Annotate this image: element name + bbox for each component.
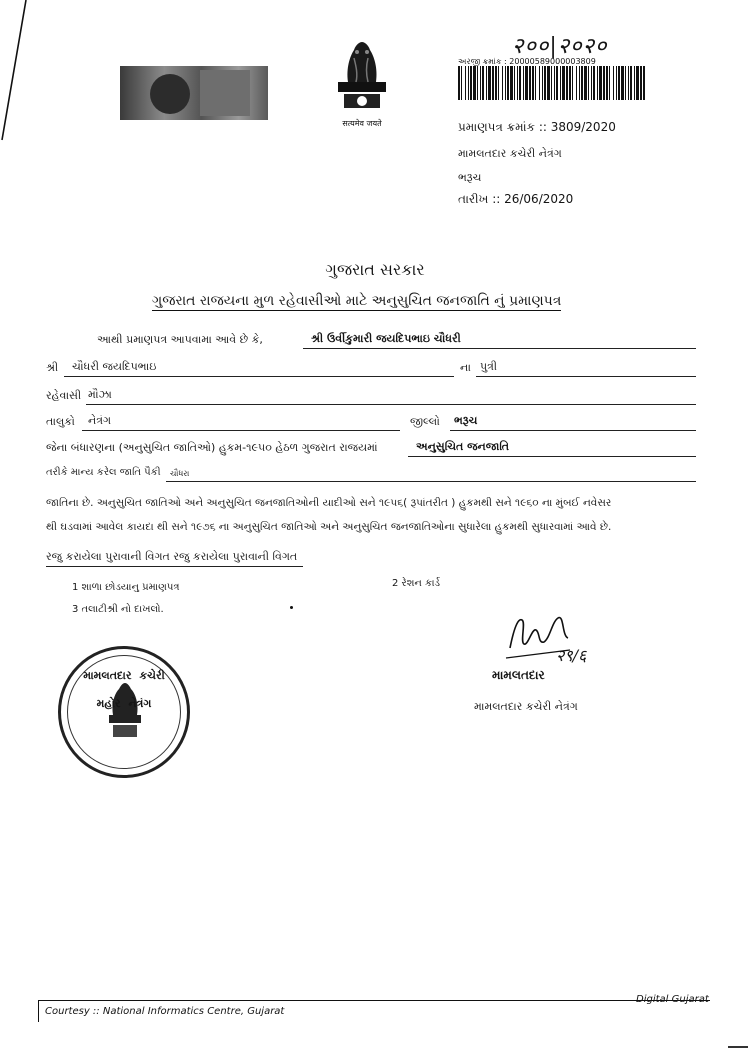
footer-bar: [38, 1000, 710, 1022]
footer-courtesy: Courtesy :: National Informatics Centre, Gujarat: [45, 1006, 285, 1017]
residence-value: મૌઝા: [88, 388, 112, 401]
taluka-value: નેત્રંગ: [88, 414, 111, 427]
father-name-field: [64, 358, 454, 377]
order-value: અનુસુચિત જનજાતિ: [416, 440, 510, 453]
handwritten-reference: २००|२०२०: [512, 34, 608, 59]
body-line-1: જાતિના છે. અનુસુચિત જાતિઓ અને અનુસુચિત જનજાતિઓની યાદીઓ સને ૧૯૫૬( રૂપાંતરીત ) હુકમથી સને ૧૯૬૦ ના મુંબઈ નવેસર: [46, 497, 612, 509]
applicant-photo: [120, 66, 268, 120]
district-value: ભરૂચ: [454, 414, 478, 427]
applicant-name-field: [303, 330, 696, 349]
signatory-office: મામલતદાર કચેરી નેત્રંગ: [474, 700, 578, 713]
scan-edge-line: [0, 0, 30, 150]
district-label: જીલ્લો: [410, 415, 440, 428]
caste-field: [166, 463, 696, 482]
intro-label: આથી પ્રમાણપત્ર આપવામા આવે છે કે,: [97, 333, 263, 346]
footer-brand: Digital Gujarat: [636, 994, 709, 1005]
order-label: જેના બંધારણના (અનુસુચિત જાતિઓ) હુકમ-૧૯૫૦ હેઠળ ગુજરાત રાજયમાં: [46, 441, 378, 454]
handwritten-signature: [500, 608, 610, 668]
national-emblem-icon: [334, 38, 390, 118]
barcode-icon: [458, 66, 646, 100]
caste-value: ચૌધરા: [170, 469, 190, 478]
taluka-field: [82, 412, 400, 431]
certificate-title: ગુજરાત રાજયના મુળ રહેવાસીઓ માટે અનુસુચિત જનજાતિ નું પ્રમાણપત્ર: [152, 293, 562, 309]
body-line-2: થી ઘડવામાં આવેલ કાયદા થી સને ૧૯૭૬ ના અનુસુચિત જાતિઓ અને અનુસુચિત જનજાતિઓના સુધારેલા હુકમથી સુધારવામાં આવે છે.: [46, 521, 612, 533]
issue-date: તારીખ :: 26/06/2020: [458, 192, 574, 206]
documents-heading: રજુ કરાયેલા પુરાવાની વિગત રજુ કરાયેલા પુરાવાની વિગત: [46, 550, 303, 567]
order-field: [408, 438, 696, 457]
scan-mark: [728, 1046, 748, 1048]
certificate-number: પ્રમાણપત્ર ક્રમાંક :: 3809/2020: [458, 120, 616, 134]
barcode-label: અરજી ક્રમાંક : 20000589000003809: [458, 57, 596, 66]
emblem-motto: सत्यमेव जयते: [342, 119, 382, 128]
document-item: 3 તલાટીશ્રી નો દાખલો.: [72, 604, 164, 615]
document-item: 2 રેશન કાર્ડ: [392, 578, 441, 589]
office-name: મામલતદાર કચેરી નેત્રંગ: [458, 147, 562, 160]
government-title: ગુજરાત સરકાર: [325, 260, 425, 279]
relation-label: ના: [460, 361, 471, 374]
recognized-label: તરીકે માન્ય કરેલ જાતિ પૈકી: [46, 467, 161, 478]
applicant-name: શ્રી ઉર્વીકુમારી જયદિપભાઇ ચૌધરી: [311, 332, 461, 345]
residence-field: [86, 386, 696, 405]
father-prefix: શ્રી: [46, 361, 59, 374]
relation-field: [476, 358, 696, 377]
taluka-label: તાલુકો: [46, 415, 75, 428]
seal-text: મામલતદાર કચેરી મહોર નેત્રંગ: [83, 669, 165, 710]
signatory-title: મામલતદાર: [492, 668, 545, 682]
stray-dot: [290, 606, 293, 609]
residence-label: રહેવાસી: [46, 389, 82, 402]
district-name: ભરૂચ: [458, 171, 482, 184]
father-name: ચૌધરી જયદિપભાઇ: [72, 360, 157, 373]
document-item: 1 શાળા છોડયાનુ પ્રમાણપત્ર: [72, 582, 180, 593]
relation-value: પુત્રી: [480, 360, 498, 373]
district-field: [450, 412, 696, 431]
signature-date: २९/६: [556, 646, 587, 665]
